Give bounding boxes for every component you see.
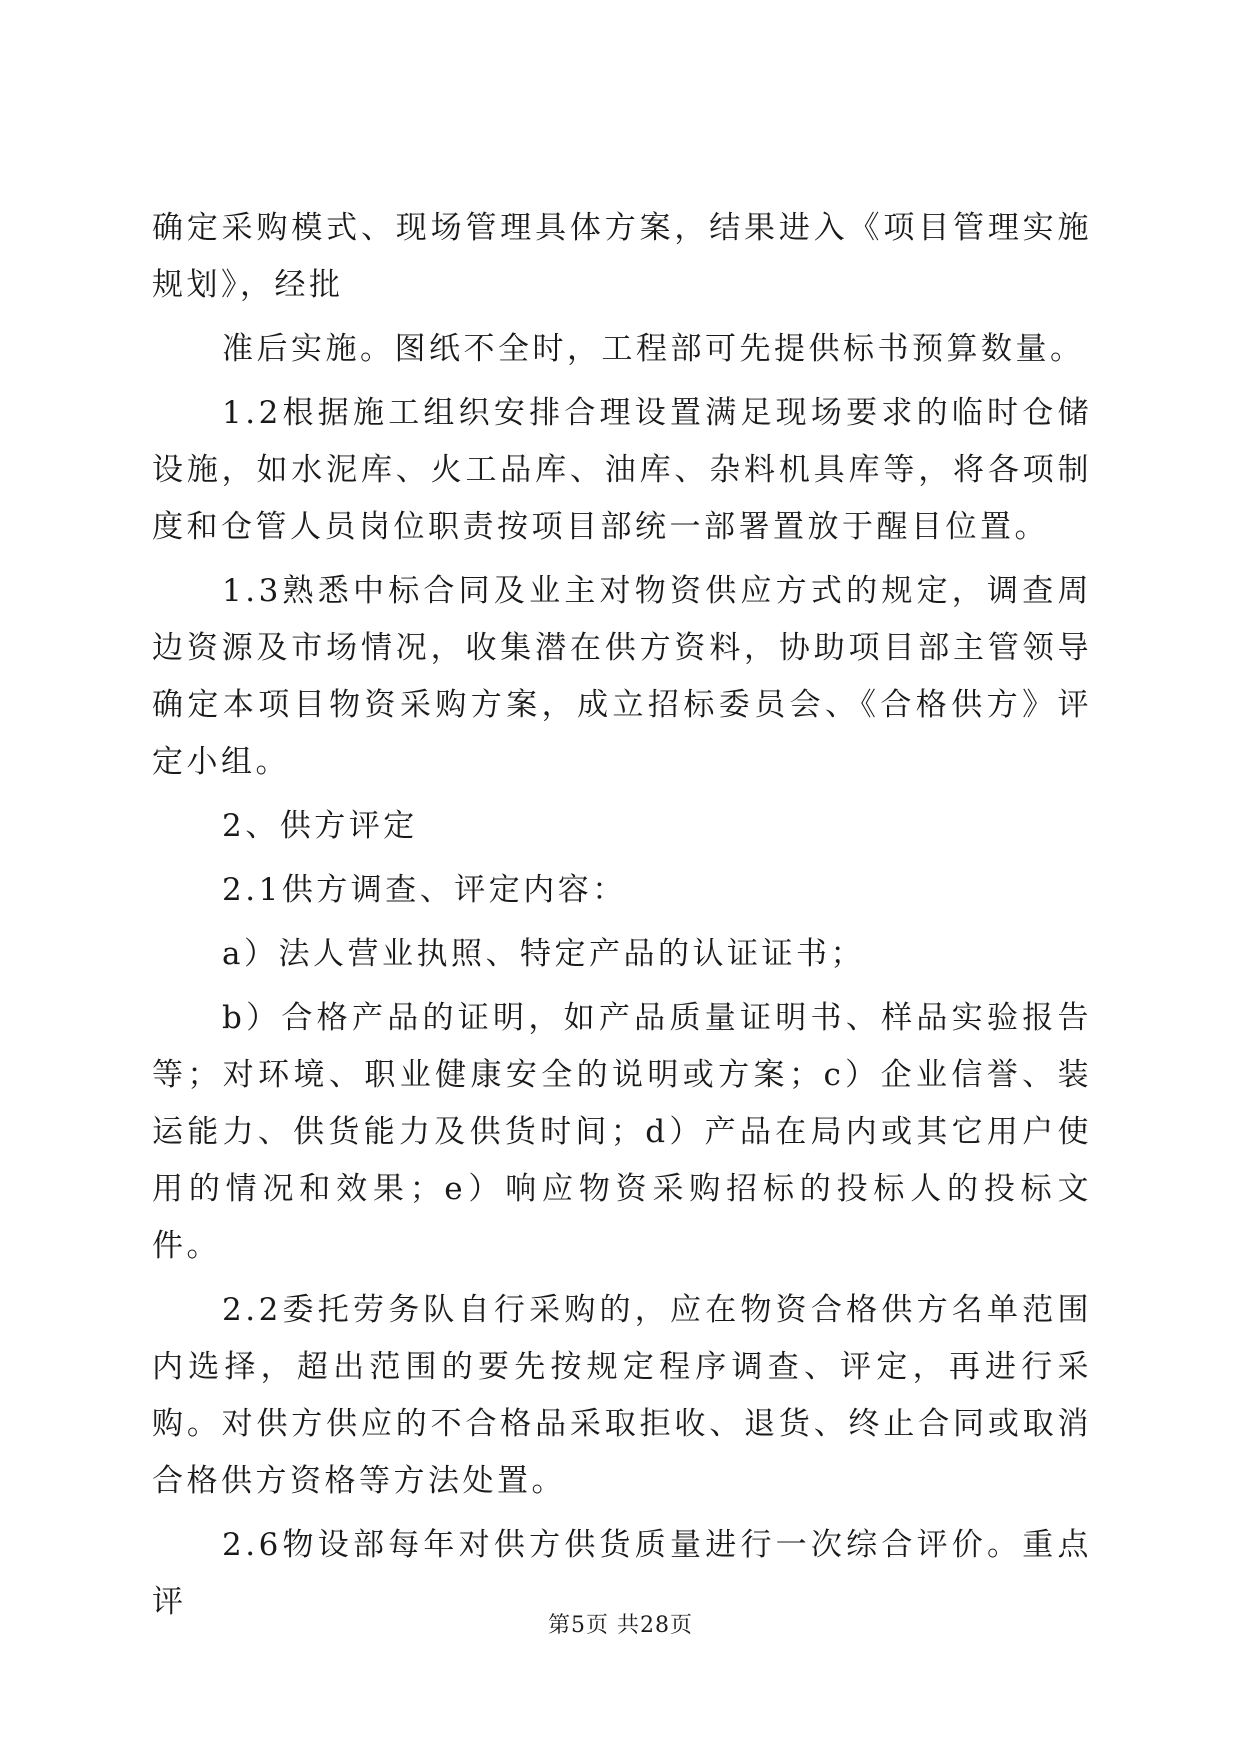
paragraph-implementation: 准后实施。图纸不全时，工程部可先提供标书预算数量。 — [222, 331, 1085, 367]
heading-2-supplier-evaluation: 2、供方评定 — [222, 808, 418, 844]
paragraph-1-3-contract: 1.3熟悉中标合同及业主对物资供应方式的规定，调查周边资源及市场情况，收集潜在供方资料，协助项目部主管领导确定本项目物资采购方案，成立招标委员会、《合格供方》评定小组。 — [152, 573, 1092, 780]
paragraph-2-6-annual-review: 2.6物设部每年对供方供货质量进行一次综合评价。重点评 — [152, 1527, 1092, 1620]
paragraph-2-2-labor-team: 2.2委托劳务队自行采购的，应在物资合格供方名单范围内选择，超出范围的要先按规定程序调查、评定，再进行采购。对供方供应的不合格品采取拒收、退货、终止合同或取消合格供方资格等方法处置。 — [152, 1292, 1092, 1499]
document-body — [152, 200, 1092, 1631]
page-number-footer: 第5页 共28页 — [548, 1613, 693, 1638]
paragraph-procurement-mode: 确定采购模式、现场管理具体方案，结果进入《项目管理实施规划》，经批 — [152, 210, 1092, 303]
paragraph-2-1-survey-content: 2.1供方调查、评定内容： — [222, 872, 627, 908]
list-item-a: a）法人营业执照、特定产品的认证证书； — [222, 936, 865, 972]
paragraph-1-2-storage: 1.2根据施工组织安排合理设置满足现场要求的临时仓储设施，如水泥库、火工品库、油库、杂料机具库等，将各项制度和仓管人员岗位职责按项目部统一部署置放于醒目位置。 — [152, 395, 1092, 545]
list-item-b: b）合格产品的证明，如产品质量证明书、样品实验报告等；对环境、职业健康安全的说明或方案；c）企业信誉、装运能力、供货能力及供货时间；d）产品在局内或其它用户使用的情况和效果；e）响应物资采购招标的投标人的投标文件。 — [152, 1000, 1092, 1264]
